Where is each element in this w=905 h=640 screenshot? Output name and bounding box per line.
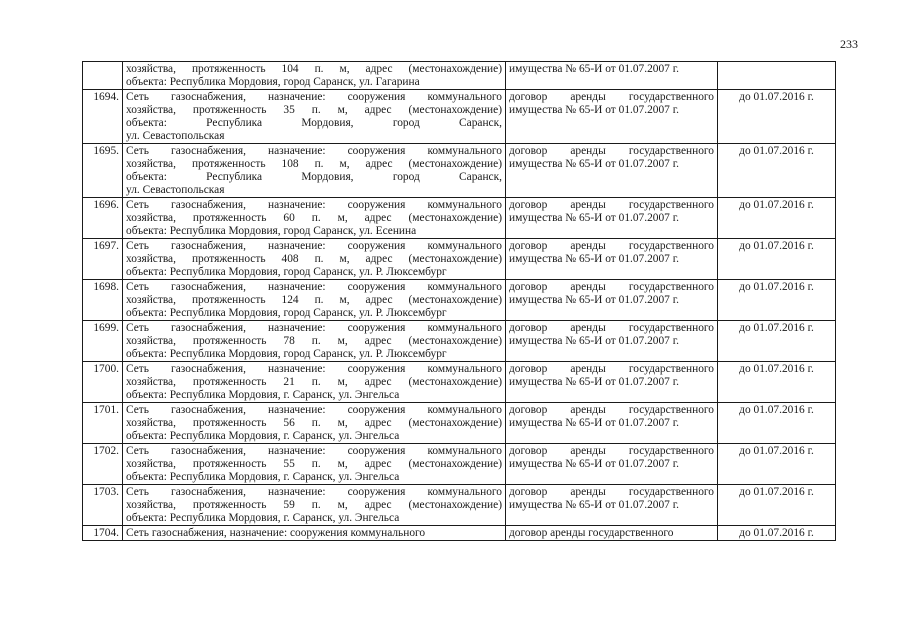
legal-basis-line: договор аренды государственного <box>509 199 714 211</box>
object-description-line: хозяйства, протяженность 108 п. м, адрес (местонахождение) <box>126 158 502 170</box>
legal-basis-line: имущества № 65-И от 01.07.2007 г. <box>509 499 679 511</box>
legal-basis-line: имущества № 65-И от 01.07.2007 г. <box>509 335 679 347</box>
legal-basis-line: договор аренды государственного <box>509 240 714 252</box>
legal-basis <box>506 362 718 403</box>
table-row <box>83 403 836 444</box>
object-description-line: объекта: Республика Мордовия, город Саранск, ул. Есенина <box>126 225 417 237</box>
object-description-line: объекта: Республика Мордовия, г. Саранск, ул. Энгельса <box>126 512 400 524</box>
row-number: 1696. <box>83 198 123 239</box>
row-number: 1701. <box>83 403 123 444</box>
row-number: 1700. <box>83 362 123 403</box>
legal-basis-line: договор аренды государственного <box>509 404 714 416</box>
legal-basis <box>506 90 718 144</box>
legal-basis-line: имущества № 65-И от 01.07.2007 г. <box>509 458 679 470</box>
object-description-line: объекта: Республика Мордовия, г. Саранск, ул. Энгельса <box>126 389 400 401</box>
object-description-line: Сеть газоснабжения, назначение: сооружения коммунального <box>126 363 502 375</box>
table-row <box>83 239 836 280</box>
legal-basis <box>506 444 718 485</box>
table-row <box>83 526 836 541</box>
property-registry-table <box>82 61 836 541</box>
object-description-line: объекта: Республика Мордовия, город Саранск, ул. Р. Люксембург <box>126 266 447 278</box>
legal-basis-line: имущества № 65-И от 01.07.2007 г. <box>509 212 679 224</box>
legal-basis-line: договор аренды государственного <box>509 445 714 457</box>
continuation-row <box>83 62 836 90</box>
term-date: до 01.07.2016 г. <box>718 239 836 280</box>
object-description <box>123 403 506 444</box>
legal-basis <box>506 62 718 90</box>
object-description <box>123 321 506 362</box>
legal-basis-line: имущества № 65-И от 01.07.2007 г. <box>509 158 679 170</box>
object-description <box>123 198 506 239</box>
legal-basis <box>506 485 718 526</box>
object-description-line: объекта: Республика Мордовия, город Саранск, <box>126 171 502 183</box>
object-description <box>123 526 506 541</box>
term-date: до 01.07.2016 г. <box>718 198 836 239</box>
row-number: 1698. <box>83 280 123 321</box>
legal-basis <box>506 144 718 198</box>
row-number: 1702. <box>83 444 123 485</box>
term-date: до 01.07.2016 г. <box>718 362 836 403</box>
legal-basis-line: договор аренды государственного <box>509 322 714 334</box>
legal-basis-line: имущества № 65-И от 01.07.2007 г. <box>509 417 679 429</box>
object-description-line: хозяйства, протяженность 78 п. м, адрес (местонахождение) <box>126 335 502 347</box>
object-description-line: хозяйства, протяженность 124 п. м, адрес (местонахождение) <box>126 294 502 306</box>
row-number: 1695. <box>83 144 123 198</box>
row-number: 1703. <box>83 485 123 526</box>
legal-basis-line: имущества № 65-И от 01.07.2007 г. <box>509 63 679 75</box>
object-description-line: Сеть газоснабжения, назначение: сооружения коммунального <box>126 91 502 103</box>
legal-basis-line: договор аренды государственного <box>509 281 714 293</box>
object-description-line: объекта: Республика Мордовия, г. Саранск, ул. Энгельса <box>126 430 400 442</box>
legal-basis-line: договор аренды государственного <box>509 145 714 157</box>
term-date: до 01.07.2016 г. <box>718 280 836 321</box>
term-date <box>718 62 836 90</box>
object-description-line: хозяйства, протяженность 21 п. м, адрес (местонахождение) <box>126 376 502 388</box>
legal-basis-line: договор аренды государственного <box>509 486 714 498</box>
object-description-line: хозяйства, протяженность 104 п. м, адрес (местонахождение) <box>126 63 502 75</box>
object-description <box>123 144 506 198</box>
object-description-line: хозяйства, протяженность 408 п. м, адрес (местонахождение) <box>126 253 502 265</box>
object-description-line: Сеть газоснабжения, назначение: сооружения коммунального <box>126 404 502 416</box>
object-description-line: Сеть газоснабжения, назначение: сооружения коммунального <box>126 445 502 457</box>
object-description-line: Сеть газоснабжения, назначение: сооружения коммунального <box>126 322 502 334</box>
term-date: до 01.07.2016 г. <box>718 444 836 485</box>
term-date: до 01.07.2016 г. <box>718 526 836 541</box>
row-number <box>83 62 123 90</box>
legal-basis <box>506 321 718 362</box>
object-description-line: хозяйства, протяженность 56 п. м, адрес (местонахождение) <box>126 417 502 429</box>
legal-basis-line: имущества № 65-И от 01.07.2007 г. <box>509 376 679 388</box>
legal-basis <box>506 280 718 321</box>
legal-basis <box>506 526 718 541</box>
object-description-line: объекта: Республика Мордовия, город Саранск, ул. Р. Люксембург <box>126 348 447 360</box>
term-date: до 01.07.2016 г. <box>718 144 836 198</box>
object-description <box>123 62 506 90</box>
object-description-line: Сеть газоснабжения, назначение: сооружения коммунального <box>126 281 502 293</box>
table-row <box>83 280 836 321</box>
object-description-line: хозяйства, протяженность 55 п. м, адрес (местонахождение) <box>126 458 502 470</box>
object-description <box>123 239 506 280</box>
table-row <box>83 144 836 198</box>
legal-basis-line: имущества № 65-И от 01.07.2007 г. <box>509 294 679 306</box>
table-row <box>83 444 836 485</box>
legal-basis <box>506 239 718 280</box>
object-description-line: хозяйства, протяженность 59 п. м, адрес (местонахождение) <box>126 499 502 511</box>
object-description-line: Сеть газоснабжения, назначение: сооружения коммунального <box>126 199 502 211</box>
object-description-line: Сеть газоснабжения, назначение: сооружения коммунального <box>126 145 502 157</box>
object-description-line: объекта: Республика Мордовия, город Саранск, ул. Гагарина <box>126 76 420 88</box>
object-description-line: Сеть газоснабжения, назначение: сооружения коммунального <box>126 527 426 539</box>
legal-basis <box>506 198 718 239</box>
registry-body <box>83 62 836 541</box>
object-description-line: хозяйства, протяженность 35 п. м, адрес (местонахождение) <box>126 104 502 116</box>
legal-basis <box>506 403 718 444</box>
table-row <box>83 485 836 526</box>
term-date: до 01.07.2016 г. <box>718 403 836 444</box>
table-row <box>83 90 836 144</box>
object-description-line: Сеть газоснабжения, назначение: сооружения коммунального <box>126 240 502 252</box>
object-description <box>123 280 506 321</box>
row-number: 1699. <box>83 321 123 362</box>
term-date: до 01.07.2016 г. <box>718 485 836 526</box>
legal-basis-line: имущества № 65-И от 01.07.2007 г. <box>509 104 679 116</box>
legal-basis-line: договор аренды государственного <box>509 91 714 103</box>
row-number: 1694. <box>83 90 123 144</box>
object-description-line: объекта: Республика Мордовия, город Саранск, <box>126 117 502 129</box>
term-date: до 01.07.2016 г. <box>718 90 836 144</box>
object-description <box>123 485 506 526</box>
object-description <box>123 90 506 144</box>
table-row <box>83 362 836 403</box>
object-description-line: объекта: Республика Мордовия, г. Саранск, ул. Энгельса <box>126 471 400 483</box>
row-number: 1697. <box>83 239 123 280</box>
object-description <box>123 444 506 485</box>
legal-basis-line: договор аренды государственного <box>509 527 674 539</box>
legal-basis-line: имущества № 65-И от 01.07.2007 г. <box>509 253 679 265</box>
table-row <box>83 198 836 239</box>
object-description <box>123 362 506 403</box>
object-description-line: хозяйства, протяженность 60 п. м, адрес (местонахождение) <box>126 212 502 224</box>
object-description-line: Сеть газоснабжения, назначение: сооружения коммунального <box>126 486 502 498</box>
object-description-line: ул. Севастопольская <box>126 184 225 196</box>
object-description-line: объекта: Республика Мордовия, город Саранск, ул. Р. Люксембург <box>126 307 447 319</box>
row-number: 1704. <box>83 526 123 541</box>
term-date: до 01.07.2016 г. <box>718 321 836 362</box>
table-row <box>83 321 836 362</box>
page-number: 233 <box>840 37 858 51</box>
object-description-line: ул. Севастопольская <box>126 130 225 142</box>
legal-basis-line: договор аренды государственного <box>509 363 714 375</box>
